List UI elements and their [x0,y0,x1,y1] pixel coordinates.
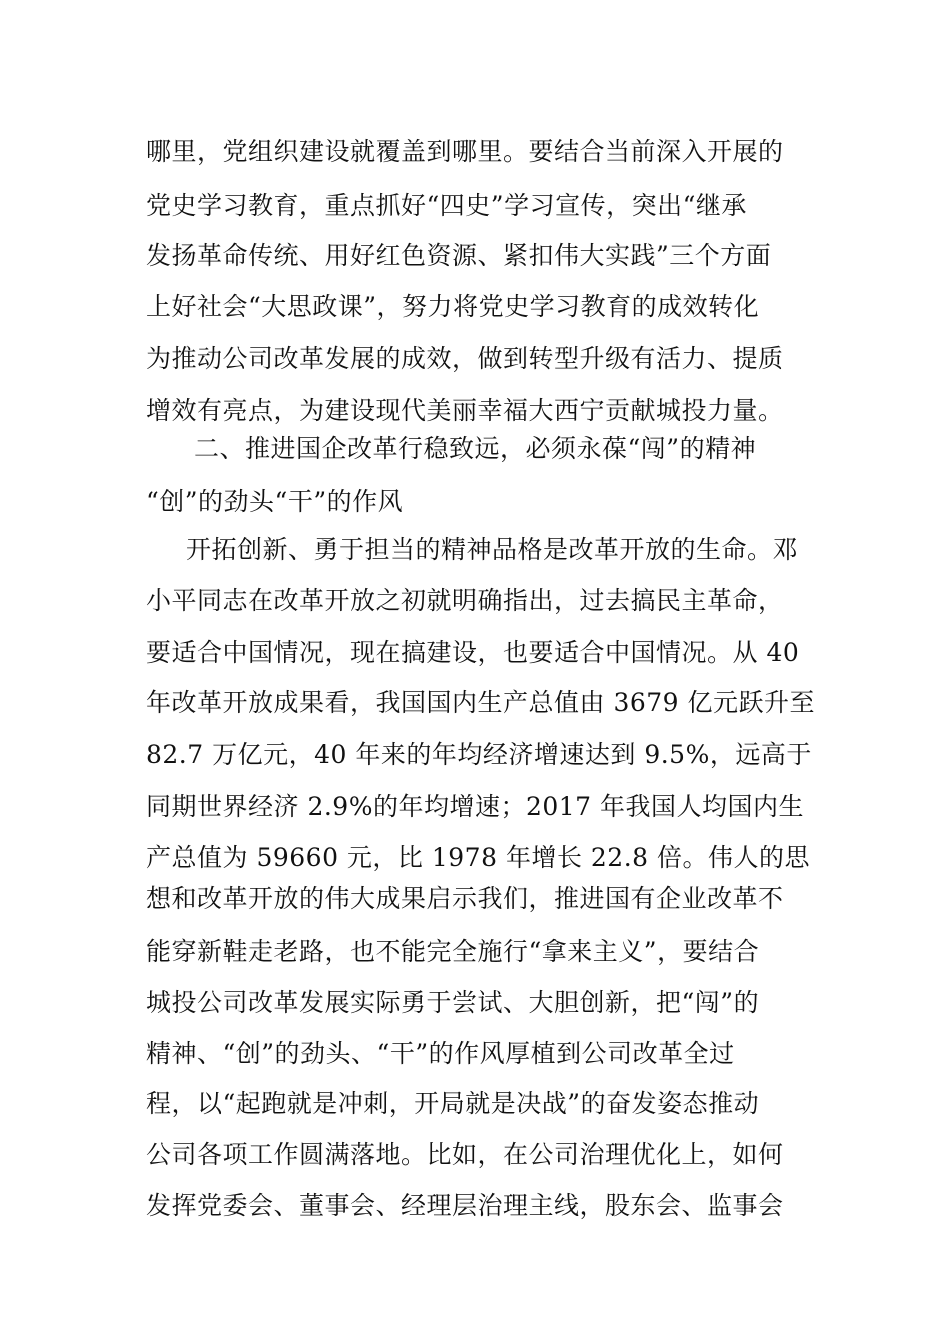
paragraph-line: 为推动公司改革发展的成效，做到转型升级有活力、提质 [146,344,784,373]
paragraph-line: 增效有亮点，为建设现代美丽幸福大西宁贡献城投力量。 [146,396,784,425]
paragraph-line: 同期世界经济 2.9%的年均增速；2017 年我国人均国内生 [146,792,805,821]
paragraph-line: 哪里，党组织建设就覆盖到哪里。要结合当前深入开展的 [146,137,784,166]
paragraph-line: 党史学习教育，重点抓好“四史”学习宣传，突出“继承 [146,191,747,220]
section-heading-line: “创”的劲头“干”的作风 [146,487,404,516]
paragraph-line: 发挥党委会、董事会、经理层治理主线，股东会、监事会 [146,1191,784,1220]
paragraph-line: 程，以“起跑就是冲刺，开局就是决战”的奋发姿态推动 [146,1089,760,1118]
paragraph-line: 要适合中国情况，现在搞建设，也要适合中国情况。从 40 [146,638,800,667]
paragraph-line: 小平同志在改革开放之初就明确指出，过去搞民主革命， [146,586,784,615]
paragraph-line: 想和改革开放的伟大成果启示我们，推进国有企业改革不 [146,884,784,913]
section-heading-line: 二、推进国企改革行稳致远，必须永葆“闯”的精神 [194,434,757,463]
paragraph-line: 精神、“创”的劲头、“干”的作风厚植到公司改革全过 [146,1039,735,1068]
paragraph-line: 城投公司改革发展实际勇于尝试、大胆创新，把“闯”的 [146,988,760,1017]
paragraph-line: 发扬革命传统、用好红色资源、紧扣伟大实践”三个方面 [146,241,772,270]
paragraph-line: 82.7 万亿元，40 年来的年均经济增速达到 9.5%，远高于 [146,740,812,769]
paragraph-line: 能穿新鞋走老路，也不能完全施行“拿来主义”，要结合 [146,937,760,966]
paragraph-line: 产总值为 59660 元，比 1978 年增长 22.8 倍。伟人的思 [146,843,810,872]
paragraph-line: 公司各项工作圆满落地。比如，在公司治理优化上，如何 [146,1140,784,1169]
paragraph-line: 开拓创新、勇于担当的精神品格是改革开放的生命。邓 [186,535,799,564]
paragraph-line: 上好社会“大思政课”，努力将党史学习教育的成效转化 [146,292,760,321]
paragraph-line: 年改革开放成果看，我国国内生产总值由 3679 亿元跃升至 [146,688,816,717]
